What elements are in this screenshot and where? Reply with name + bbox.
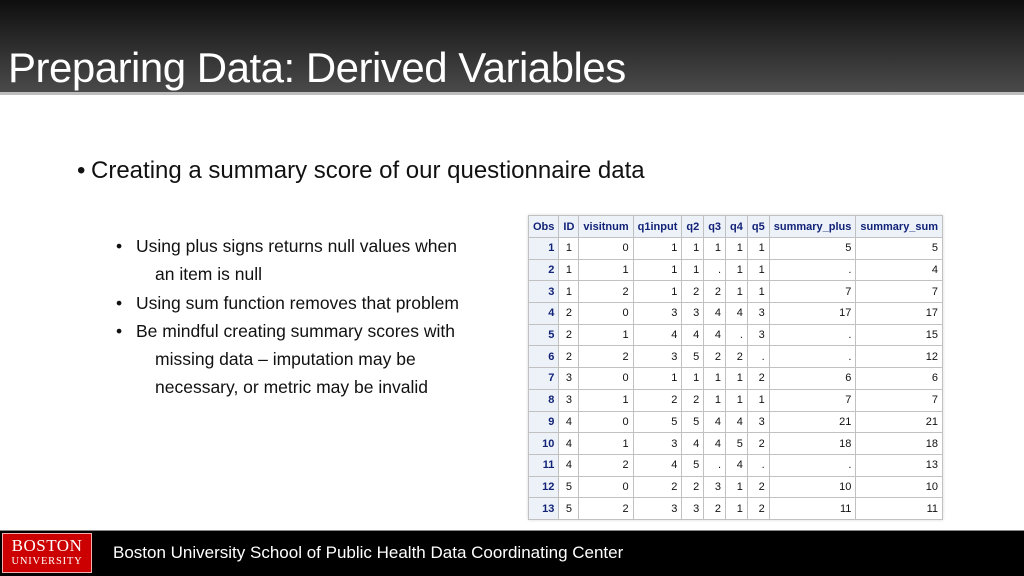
cell-q5: . [747,454,769,476]
sub-bullet-text: Using plus signs returns null values when [136,236,457,256]
cell-q4: 2 [726,346,748,368]
cell-obs: 2 [529,259,559,281]
cell-q4: 1 [726,259,748,281]
col-header-id: ID [559,216,579,238]
cell-q2: 5 [682,346,704,368]
cell-q2: 1 [682,368,704,390]
cell-q1input: 2 [633,389,682,411]
col-header-obs: Obs [529,216,559,238]
cell-id: 3 [559,389,579,411]
cell-q3: 2 [704,346,726,368]
cell-visitnum: 2 [579,281,633,303]
sub-bullet [116,232,516,289]
table-row [529,498,943,520]
cell-visitnum: 2 [579,454,633,476]
cell-obs: 7 [529,368,559,390]
cell-visitnum: 0 [579,411,633,433]
slide-title: Preparing Data: Derived Variables [8,44,626,91]
title-divider [0,92,1024,95]
cell-id: 2 [559,303,579,325]
cell-summary-sum: 18 [856,433,943,455]
sub-bullet [116,289,516,317]
table-row [529,238,943,260]
cell-summary-sum: 21 [856,411,943,433]
sub-bullet-text-cont: missing data – imputation may be [155,349,416,370]
sas-output-table [528,215,943,520]
cell-id: 5 [559,498,579,520]
cell-obs: 8 [529,389,559,411]
table-row [529,368,943,390]
cell-summary-plus: . [769,259,856,281]
cell-visitnum: 0 [579,476,633,498]
cell-q1input: 1 [633,281,682,303]
table-row [529,389,943,411]
cell-q4: 1 [726,476,748,498]
cell-summary-plus: 6 [769,368,856,390]
cell-q1input: 3 [633,498,682,520]
table-row [529,281,943,303]
logo-line1: BOSTON [11,536,83,555]
cell-q1input: 3 [633,433,682,455]
cell-q2: 4 [682,324,704,346]
main-bullet [77,157,645,185]
cell-id: 1 [559,238,579,260]
cell-q2: 1 [682,259,704,281]
cell-visitnum: 0 [579,368,633,390]
cell-visitnum: 1 [579,324,633,346]
sub-bullet-list [116,232,516,402]
sub-bullet [116,317,516,402]
cell-q1input: 3 [633,346,682,368]
cell-summary-sum: 5 [856,238,943,260]
main-bullet-text: Creating a summary score of our questionnaire data [91,157,645,184]
cell-summary-sum: 17 [856,303,943,325]
cell-q5: . [747,346,769,368]
cell-id: 4 [559,454,579,476]
cell-id: 3 [559,368,579,390]
bullet-icon: • [116,236,123,256]
sub-bullet-text: Using sum function removes that problem [136,292,459,313]
sub-bullet-text-cont: an item is null [155,264,262,285]
cell-summary-plus: 10 [769,476,856,498]
footer-text: Boston University School of Public Health Data Coordinating Center [113,543,624,562]
cell-visitnum: 2 [579,346,633,368]
cell-visitnum: 0 [579,303,633,325]
cell-id: 1 [559,281,579,303]
cell-summary-plus: 17 [769,303,856,325]
cell-summary-sum: 7 [856,281,943,303]
cell-visitnum: 1 [579,389,633,411]
cell-obs: 1 [529,238,559,260]
cell-q3: 3 [704,476,726,498]
sub-bullet-text-cont: necessary, or metric may be invalid [155,377,428,398]
cell-summary-plus: 11 [769,498,856,520]
cell-q1input: 4 [633,454,682,476]
cell-summary-plus: 7 [769,281,856,303]
cell-obs: 12 [529,476,559,498]
cell-obs: 10 [529,433,559,455]
table-row [529,476,943,498]
bullet-icon: • [116,292,123,313]
col-header-q1input: q1input [633,216,682,238]
cell-q5: 1 [747,281,769,303]
col-header-summary-sum: summary_sum [856,216,943,238]
cell-q3: 1 [704,238,726,260]
cell-summary-plus: . [769,324,856,346]
cell-q2: 2 [682,281,704,303]
col-header-q3: q3 [704,216,726,238]
cell-q5: 2 [747,433,769,455]
cell-summary-plus: 21 [769,411,856,433]
bullet-icon: • [116,320,123,341]
cell-obs: 11 [529,454,559,476]
cell-id: 5 [559,476,579,498]
logo-line2: UNIVERSITY [11,556,83,567]
cell-summary-plus: . [769,346,856,368]
cell-q4: 4 [726,411,748,433]
cell-q3: 4 [704,303,726,325]
cell-q5: 2 [747,476,769,498]
cell-obs: 9 [529,411,559,433]
cell-q2: 4 [682,433,704,455]
col-header-q2: q2 [682,216,704,238]
cell-q1input: 1 [633,368,682,390]
cell-q5: 3 [747,411,769,433]
cell-summary-sum: 4 [856,259,943,281]
cell-visitnum: 1 [579,433,633,455]
cell-obs: 3 [529,281,559,303]
cell-q4: 1 [726,368,748,390]
cell-id: 2 [559,324,579,346]
cell-q5: 3 [747,324,769,346]
table-row [529,411,943,433]
cell-q3: 1 [704,389,726,411]
cell-q4: 1 [726,281,748,303]
cell-summary-plus: 18 [769,433,856,455]
cell-q2: 2 [682,389,704,411]
cell-q1input: 3 [633,303,682,325]
cell-q1input: 1 [633,238,682,260]
cell-q5: 2 [747,498,769,520]
cell-q3: 4 [704,324,726,346]
cell-q4: 4 [726,454,748,476]
cell-q5: 1 [747,238,769,260]
cell-q2: 5 [682,411,704,433]
cell-q1input: 2 [633,476,682,498]
cell-q3: 1 [704,368,726,390]
cell-q4: 1 [726,389,748,411]
cell-summary-sum: 7 [856,389,943,411]
table-row [529,433,943,455]
cell-q4: 1 [726,238,748,260]
cell-q1input: 4 [633,324,682,346]
col-header-visitnum: visitnum [579,216,633,238]
cell-q2: 3 [682,303,704,325]
cell-summary-sum: 12 [856,346,943,368]
col-header-summary-plus: summary_plus [769,216,856,238]
sub-bullet-text: Be mindful creating summary scores with [136,320,455,341]
col-header-q5: q5 [747,216,769,238]
cell-summary-sum: 10 [856,476,943,498]
cell-id: 4 [559,411,579,433]
cell-q2: 2 [682,476,704,498]
cell-q2: 3 [682,498,704,520]
cell-q3: . [704,454,726,476]
cell-visitnum: 0 [579,238,633,260]
cell-id: 2 [559,346,579,368]
cell-obs: 6 [529,346,559,368]
table-row [529,303,943,325]
cell-q3: 2 [704,281,726,303]
cell-q3: 4 [704,433,726,455]
cell-visitnum: 2 [579,498,633,520]
cell-summary-sum: 11 [856,498,943,520]
table-row [529,324,943,346]
cell-summary-sum: 6 [856,368,943,390]
cell-summary-plus: . [769,454,856,476]
cell-q5: 1 [747,259,769,281]
cell-obs: 4 [529,303,559,325]
cell-summary-plus: 5 [769,238,856,260]
cell-id: 4 [559,433,579,455]
table-body [529,238,943,520]
cell-visitnum: 1 [579,259,633,281]
table-row [529,259,943,281]
table-header-row [529,216,943,238]
cell-q4: 4 [726,303,748,325]
cell-q2: 1 [682,238,704,260]
cell-q2: 5 [682,454,704,476]
table-row [529,454,943,476]
cell-q5: 2 [747,368,769,390]
cell-id: 1 [559,259,579,281]
cell-obs: 5 [529,324,559,346]
table-row [529,346,943,368]
cell-summary-plus: 7 [769,389,856,411]
cell-q5: 1 [747,389,769,411]
cell-obs: 13 [529,498,559,520]
cell-q3: 2 [704,498,726,520]
cell-q4: . [726,324,748,346]
bullet-icon: • [77,157,86,184]
cell-summary-sum: 15 [856,324,943,346]
cell-q1input: 1 [633,259,682,281]
cell-q5: 3 [747,303,769,325]
cell-q4: 5 [726,433,748,455]
cell-q1input: 5 [633,411,682,433]
boston-university-logo [2,533,92,573]
cell-summary-sum: 13 [856,454,943,476]
cell-q4: 1 [726,498,748,520]
cell-q3: . [704,259,726,281]
col-header-q4: q4 [726,216,748,238]
cell-q3: 4 [704,411,726,433]
